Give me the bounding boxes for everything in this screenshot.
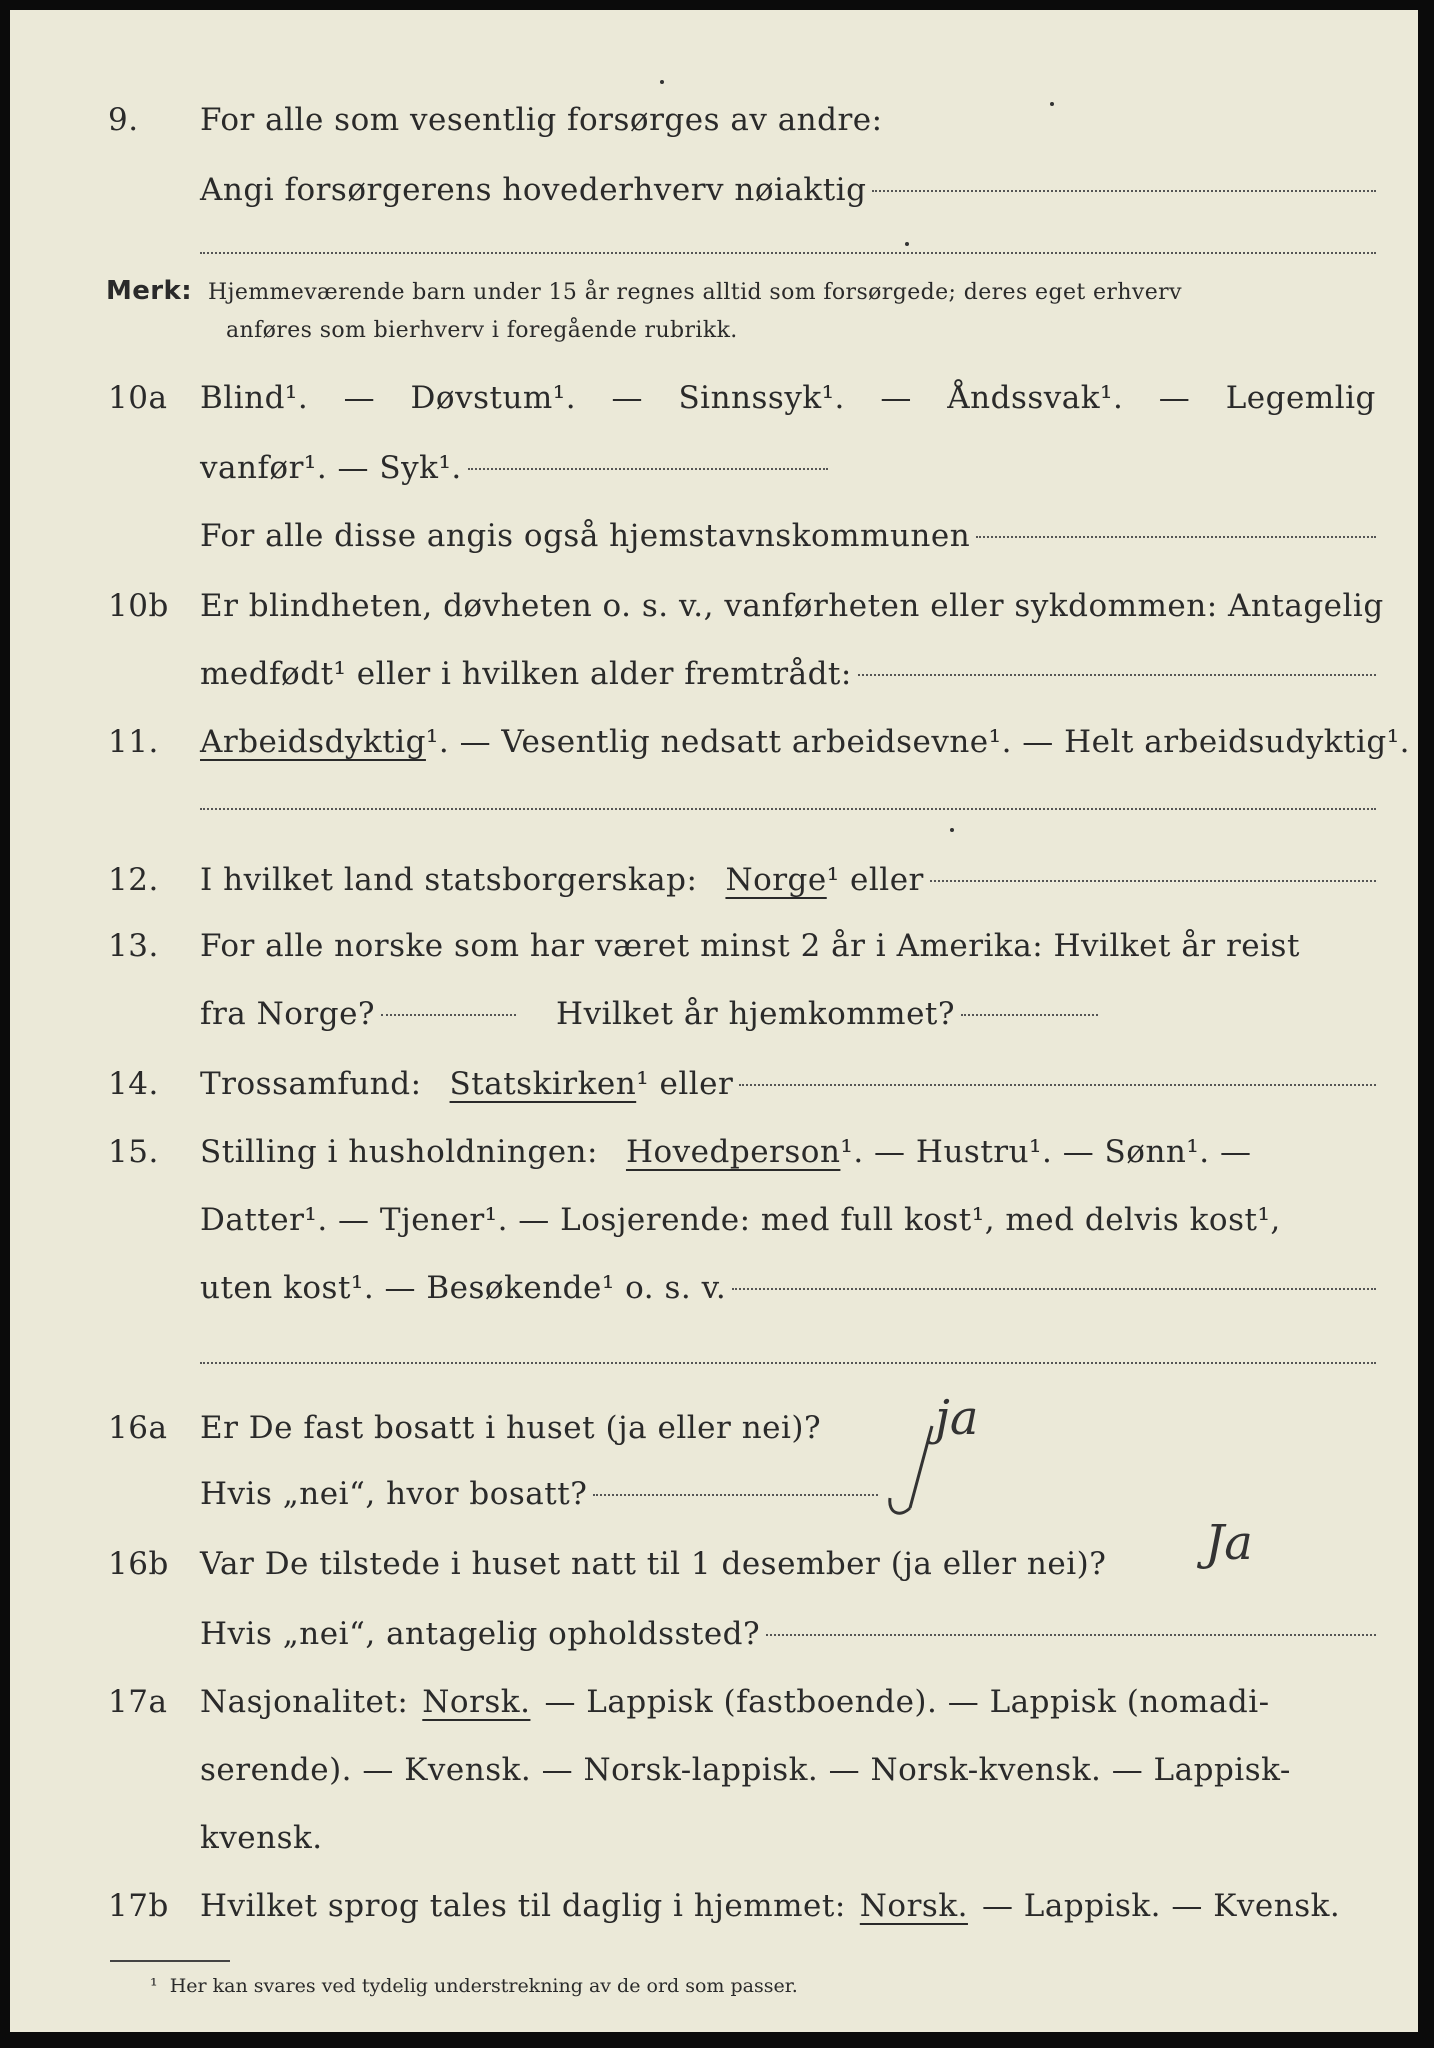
q10b-answer-line[interactable] — [858, 674, 1376, 676]
q13-row-2 — [10, 984, 1418, 1044]
q14-answer-line[interactable] — [739, 1084, 1376, 1086]
ink-dot — [660, 80, 664, 84]
dash: — — [1158, 380, 1191, 416]
q16b-text: Var De tilstede i huset natt til 1 desember (ja eller nei)? — [200, 1546, 1107, 1582]
q15-answer-line[interactable] — [732, 1288, 1376, 1290]
ink-dot — [1050, 102, 1054, 106]
q14-number: 14. — [108, 1066, 159, 1102]
q17b-text: Hvilket sprog tales til daglig i hjemmet: — [200, 1888, 846, 1924]
q13-hjemkommet-line[interactable] — [961, 1014, 1098, 1016]
q13-number: 13. — [108, 928, 159, 964]
q13-reist-label: fra Norge? — [200, 996, 376, 1032]
q9-row-2 — [10, 160, 1418, 220]
q16a-text-2: Hvis „nei“, hvor bosatt? — [200, 1476, 588, 1512]
q15-text: Stilling i husholdningen: — [200, 1134, 598, 1170]
opt-norsk-language[interactable]: Norsk. — [859, 1888, 968, 1924]
q11-number: 11. — [108, 724, 159, 760]
ink-dot — [950, 828, 954, 832]
census-form-page — [10, 10, 1418, 2032]
q17a-row — [10, 1672, 1418, 1732]
q10a-text-3: For alle disse angis også hjemstavnskommunen — [200, 518, 971, 554]
footnote-text: Her kan svares ved tydelig understrekning av de ord som passer. — [169, 1975, 798, 1997]
q10a-row-2 — [10, 438, 1418, 498]
q10b-text-2: medfødt¹ eller i hvilken alder fremtrådt: — [200, 656, 852, 692]
q10a-hjemstavn-line[interactable] — [976, 536, 1376, 538]
q9-text: For alle som vesentlig forsørges av andre: — [200, 102, 883, 138]
opt-norsk-nationality[interactable]: Norsk. — [422, 1684, 531, 1720]
q11-text: . — Vesentlig nedsatt arbeidsevne¹. — Helt arbeidsudyktig¹. — [438, 724, 1411, 760]
opt-statskirken[interactable]: Statskirken — [449, 1066, 637, 1102]
q10b-row-2 — [10, 644, 1418, 704]
q14-row — [10, 1054, 1418, 1114]
q14-text: Trossamfund: — [200, 1066, 422, 1102]
q10a-row — [10, 368, 1418, 428]
q16b-answer-line[interactable] — [766, 1634, 1376, 1636]
q10a-answer-line[interactable] — [468, 468, 828, 470]
q12-text: I hvilket land statsborgerskap: — [200, 862, 698, 898]
q17a-row-3 — [10, 1808, 1418, 1868]
q15-options: ¹. — Hustru¹. — Sønn¹. — — [840, 1134, 1252, 1170]
q13-reist-line[interactable] — [381, 1014, 516, 1016]
q14-eller: ¹ eller — [636, 1066, 734, 1102]
q10a-text-2: vanfør¹. — Syk¹. — [200, 450, 462, 486]
opt-sinnssyk[interactable]: Sinnssyk¹. — [678, 380, 845, 416]
q17a-options: — Lappisk (fastboende). — Lappisk (nomadi- — [544, 1684, 1270, 1720]
merk-label: Merk: — [106, 276, 193, 306]
q15-row — [10, 1122, 1418, 1182]
q9-answer-line[interactable] — [872, 190, 1376, 192]
merk-text-2: anføres som bierhverv i foregående rubrikk. — [226, 318, 738, 343]
q12-number: 12. — [108, 862, 159, 898]
q16b-handwritten-answer[interactable]: Ja — [1205, 1515, 1253, 1571]
q12-row — [10, 850, 1418, 910]
q17a-text-2: serende). — Kvensk. — Norsk-lappisk. — Norsk-kvensk. — Lappisk- — [200, 1752, 1291, 1788]
q10a-number: 10a — [108, 380, 168, 416]
q15-text-3: uten kost¹. — Besøkende¹ o. s. v. — [200, 1270, 727, 1306]
opt-andssvak[interactable]: Åndssvak¹. — [947, 380, 1124, 416]
opt-arbeidsdyktig[interactable]: Arbeidsdyktig — [200, 724, 426, 760]
q13-text: For alle norske som har været minst 2 år i Amerika: Hvilket år reist — [200, 928, 1300, 964]
q13-hjemkommet-label: Hvilket år hjemkommet? — [556, 996, 956, 1032]
q16a-answer-line[interactable] — [593, 1494, 878, 1496]
q10a-row-3 — [10, 506, 1418, 566]
q12-eller: ¹ eller — [826, 862, 924, 898]
q9-number: 9. — [108, 102, 139, 138]
q17b-number: 17b — [108, 1888, 169, 1924]
q15-text-2: Datter¹. — Tjener¹. — Losjerende: med full kost¹, med delvis kost¹, — [200, 1202, 1281, 1238]
q9-answer-line-2[interactable] — [200, 252, 1376, 254]
q16b-number: 16b — [108, 1546, 169, 1582]
q15-row-2 — [10, 1190, 1418, 1250]
q10b-number: 10b — [108, 588, 169, 624]
q16a-handwritten-answer[interactable]: ja — [935, 1390, 979, 1446]
q17a-number: 17a — [108, 1684, 168, 1720]
q16b-row-2 — [10, 1604, 1418, 1664]
q10b-text: Er blindheten, døvheten o. s. v., vanførheten eller sykdommen: Antagelig — [200, 588, 1384, 624]
q17b-options: — Lappisk. — Kvensk. — [981, 1888, 1341, 1924]
footnote — [150, 1975, 798, 1997]
opt-dovstum[interactable]: Døvstum¹. — [410, 380, 577, 416]
q16a-number: 16a — [108, 1410, 168, 1446]
q16a-row — [10, 1398, 1418, 1458]
q17a-row-2 — [10, 1740, 1418, 1800]
footnote-rule — [110, 1960, 230, 1962]
dash: — — [880, 380, 912, 416]
q12-answer-line[interactable] — [930, 880, 1376, 882]
q17a-text: Nasjonalitet: — [200, 1684, 409, 1720]
ink-dot — [905, 242, 909, 246]
dash: — — [611, 380, 644, 416]
footnote-mark: ¹ — [150, 1975, 158, 1997]
q9-text-2: Angi forsørgerens hovederhverv nøiaktig — [200, 172, 867, 208]
merk-note — [106, 272, 1376, 350]
q17a-text-3: kvensk. — [200, 1820, 323, 1856]
opt-blind[interactable]: Blind¹. — [200, 380, 309, 416]
handwritten-ditto-mark — [880, 1418, 950, 1528]
q10b-row — [10, 576, 1418, 636]
q15-answer-line-2[interactable] — [200, 1362, 1376, 1364]
opt-legemlig[interactable]: Legemlig — [1225, 380, 1376, 416]
opt-norge[interactable]: Norge — [725, 862, 827, 898]
q17b-row — [10, 1876, 1418, 1936]
footnote-mark: ¹ — [425, 724, 439, 760]
dash: — — [343, 380, 376, 416]
q16a-text: Er De fast bosatt i huset (ja eller nei)? — [200, 1410, 822, 1446]
q15-row-3 — [10, 1258, 1418, 1318]
opt-hovedperson[interactable]: Hovedperson — [625, 1134, 841, 1170]
q11-answer-line[interactable] — [200, 808, 1376, 810]
q9-row — [10, 90, 1418, 150]
q11-row — [10, 712, 1418, 772]
q13-row — [10, 916, 1418, 976]
q16b-text-2: Hvis „nei“, antagelig opholdssted? — [200, 1616, 761, 1652]
q15-number: 15. — [108, 1134, 159, 1170]
merk-text-1: Hjemmeværende barn under 15 år regnes alltid som forsørgede; deres eget erhverv — [208, 280, 1182, 305]
q10a-text — [200, 368, 1376, 428]
